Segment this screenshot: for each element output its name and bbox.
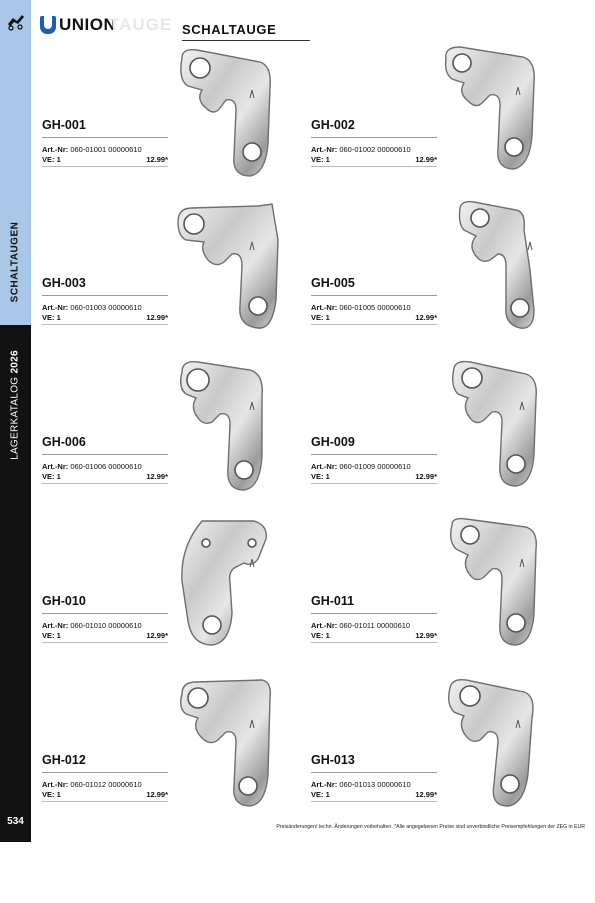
article-number-label: Art.-Nr:: [42, 303, 69, 312]
ve-label: VE:: [311, 631, 324, 640]
footer-disclaimer: Preisänderungen/ techn. Änderungen vorbehalten. *Alle angegebenen Preise sind unverbindliche Preisempfehlungen der ZEG in EUR: [276, 824, 585, 830]
union-mascot-icon: [6, 12, 26, 32]
article-number: [311, 462, 411, 471]
article-number-value: 060-01001 00000610: [70, 145, 142, 154]
product-bottom-divider: [311, 166, 437, 167]
article-number: [42, 145, 142, 154]
derailleur-hanger-icon: [172, 678, 282, 813]
article-number: [42, 621, 142, 630]
price: 12.99*: [415, 313, 437, 322]
product-name: GH-011: [311, 594, 355, 608]
product-name-divider: [311, 454, 437, 455]
product-name-divider: [311, 772, 437, 773]
ve-value: 1: [56, 790, 61, 799]
product-name: GH-005: [311, 276, 355, 290]
price: 12.99*: [146, 155, 168, 164]
packaging-unit: [311, 155, 437, 164]
catalog-label: [10, 350, 21, 460]
product-name-divider: [42, 454, 168, 455]
ve-label: VE:: [42, 155, 55, 164]
product-bottom-divider: [311, 324, 437, 325]
product-bottom-divider: [42, 166, 168, 167]
article-number: [42, 462, 142, 471]
article-number-value: 060-01005 00000610: [339, 303, 411, 312]
article-number-label: Art.-Nr:: [311, 462, 338, 471]
brand-name: UNION: [59, 15, 117, 34]
sidebar-category-label: SCHALTAUGEN: [9, 221, 21, 303]
article-number: [42, 780, 142, 789]
product-name-divider: [42, 137, 168, 138]
packaging-unit: [311, 472, 437, 481]
product-bottom-divider: [42, 324, 168, 325]
product-name: GH-003: [42, 276, 86, 290]
product-name: GH-013: [311, 753, 355, 767]
product-bottom-divider: [42, 642, 168, 643]
ve-label: VE:: [42, 631, 55, 640]
product-name: GH-012: [42, 753, 86, 767]
header-divider: [182, 40, 310, 41]
product-name: GH-009: [311, 435, 355, 449]
article-number-label: Art.-Nr:: [311, 303, 338, 312]
price: 12.99*: [146, 313, 168, 322]
article-number: [311, 621, 410, 630]
packaging-unit: [42, 313, 168, 322]
product-bottom-divider: [311, 801, 437, 802]
ve-label: VE:: [311, 790, 324, 799]
product-name-divider: [42, 772, 168, 773]
article-number-label: Art.-Nr:: [311, 780, 338, 789]
packaging-unit: [311, 313, 437, 322]
page-header: [40, 14, 580, 42]
derailleur-hanger-icon: [438, 678, 548, 813]
ve-label: VE:: [311, 155, 324, 164]
ve-label: VE:: [311, 313, 324, 322]
article-number-label: Art.-Nr:: [42, 462, 69, 471]
ve-label: VE:: [42, 472, 55, 481]
packaging-unit: [42, 790, 168, 799]
price: 12.99*: [146, 790, 168, 799]
product-name-divider: [42, 613, 168, 614]
article-number-label: Art.-Nr:: [42, 145, 69, 154]
section-title: SCHALTAUGE: [182, 22, 277, 37]
article-number-label: Art.-Nr:: [311, 145, 338, 154]
packaging-unit: [311, 790, 437, 799]
page-number: 534: [0, 814, 31, 830]
product-name-divider: [42, 295, 168, 296]
product-name-divider: [311, 613, 437, 614]
article-number: [311, 780, 411, 789]
ve-value: 1: [325, 790, 330, 799]
price: 12.99*: [146, 472, 168, 481]
catalog-year: 2026: [9, 350, 21, 374]
ve-value: 1: [325, 313, 330, 322]
product-bottom-divider: [42, 801, 168, 802]
product-name: GH-001: [42, 118, 86, 132]
catalog-prefix: LAGERKATALOG: [9, 373, 21, 460]
ve-value: 1: [325, 155, 330, 164]
article-number-label: Art.-Nr:: [42, 780, 69, 789]
price: 12.99*: [146, 631, 168, 640]
derailleur-hanger-icon: [172, 200, 282, 335]
product-name: GH-010: [42, 594, 86, 608]
product-bottom-divider: [311, 483, 437, 484]
price: 12.99*: [415, 631, 437, 640]
product-name-divider: [311, 137, 437, 138]
ve-label: VE:: [42, 790, 55, 799]
article-number-value: 060-01010 00000610: [70, 621, 142, 630]
sidebar: [0, 0, 31, 842]
product-name: GH-002: [311, 118, 355, 132]
article-number-value: 060-01012 00000610: [70, 780, 142, 789]
union-logo-icon: [40, 16, 56, 34]
product-bottom-divider: [42, 483, 168, 484]
ve-label: VE:: [42, 313, 55, 322]
packaging-unit: [311, 631, 437, 640]
ve-value: 1: [56, 631, 61, 640]
derailleur-hanger-icon: [450, 200, 560, 335]
price: 12.99*: [415, 790, 437, 799]
ve-label: VE:: [311, 472, 324, 481]
product-name-divider: [311, 295, 437, 296]
ve-value: 1: [325, 631, 330, 640]
article-number: [311, 145, 411, 154]
packaging-unit: [42, 472, 168, 481]
article-number: [311, 303, 411, 312]
article-number-value: 060-01006 00000610: [70, 462, 142, 471]
packaging-unit: [42, 155, 168, 164]
article-number-value: 060-01003 00000610: [70, 303, 142, 312]
ve-value: 1: [325, 472, 330, 481]
ve-value: 1: [56, 313, 61, 322]
product-name: GH-006: [42, 435, 86, 449]
article-number-value: 060-01013 00000610: [339, 780, 411, 789]
price: 12.99*: [415, 472, 437, 481]
article-number-value: 060-01002 00000610: [339, 145, 411, 154]
derailleur-hanger-icon: [442, 517, 552, 652]
derailleur-hanger-icon: [172, 517, 282, 652]
price: 12.99*: [415, 155, 437, 164]
brand-ghost-text: TAUGE: [109, 15, 173, 34]
packaging-unit: [42, 631, 168, 640]
derailleur-hanger-icon: [172, 48, 282, 183]
derailleur-hanger-icon: [172, 360, 282, 495]
product-bottom-divider: [311, 642, 437, 643]
derailleur-hanger-icon: [438, 45, 548, 180]
ve-value: 1: [56, 155, 61, 164]
article-number-value: 060-01009 00000610: [339, 462, 411, 471]
ve-value: 1: [56, 472, 61, 481]
article-number-label: Art.-Nr:: [42, 621, 69, 630]
article-number-value: 060-01011 00000610: [339, 621, 411, 630]
article-number-label: Art.-Nr:: [311, 621, 338, 630]
derailleur-hanger-icon: [442, 360, 552, 495]
article-number: [42, 303, 142, 312]
